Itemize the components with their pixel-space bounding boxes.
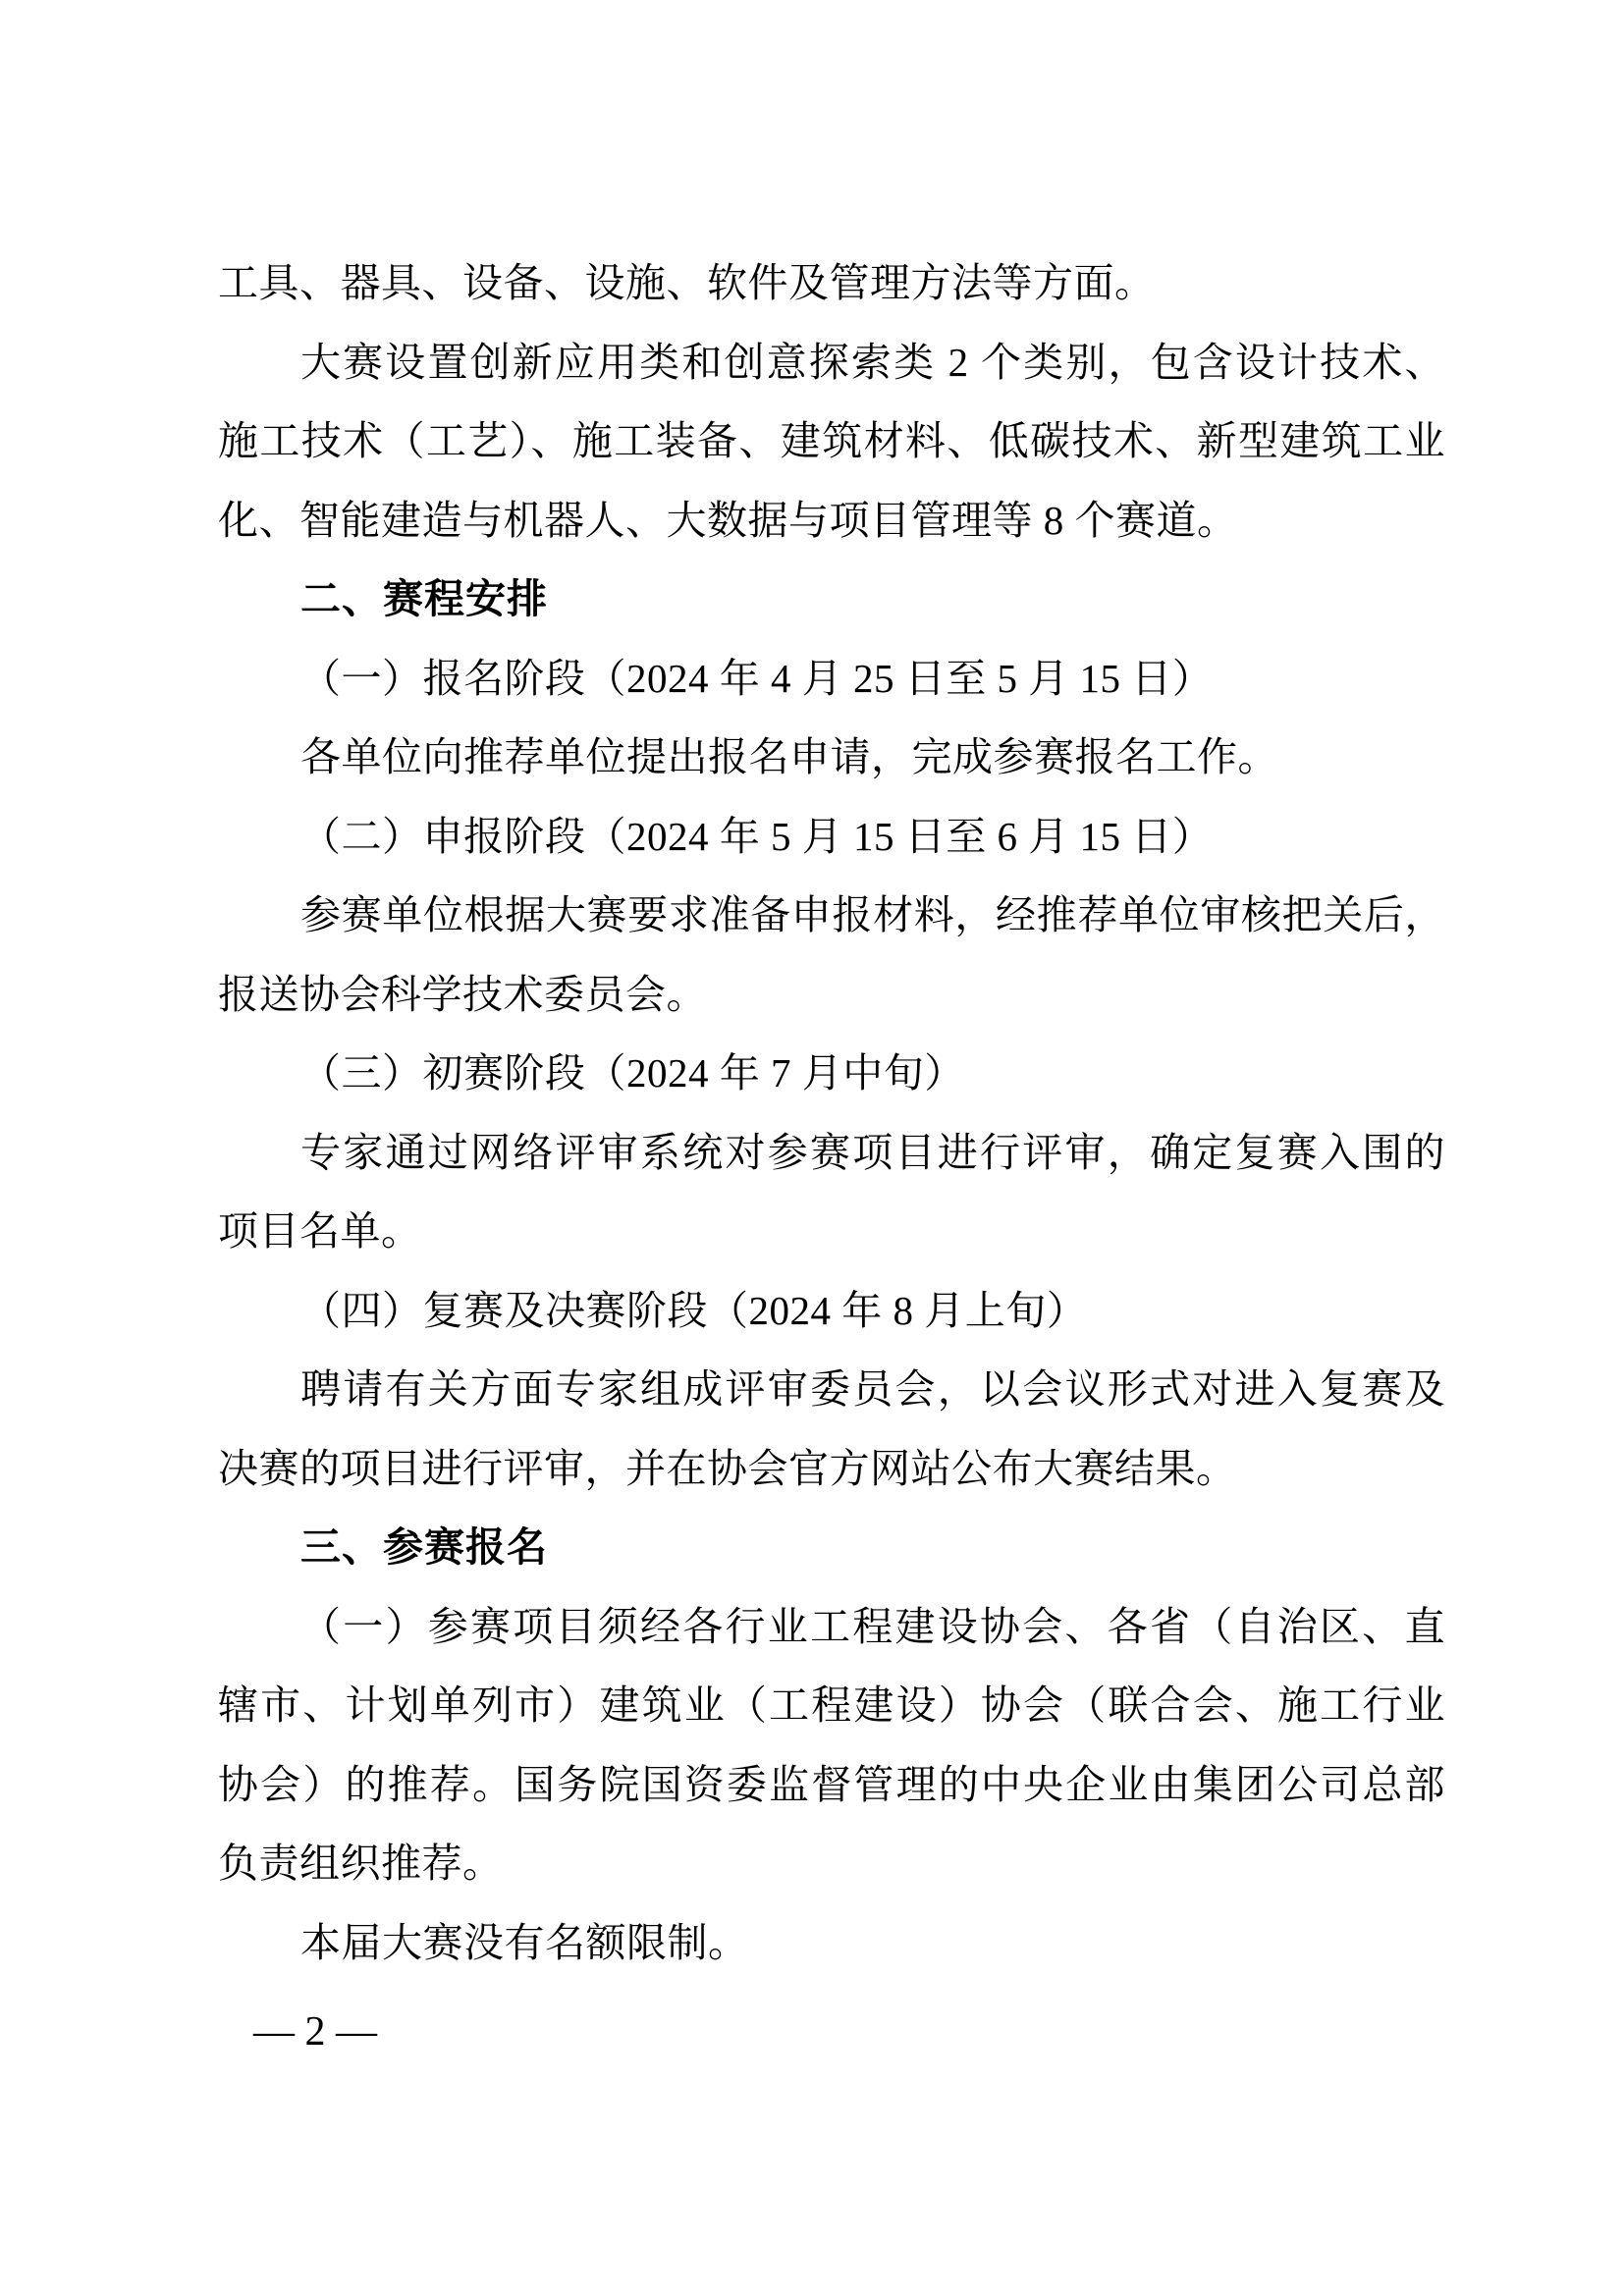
section-heading: 二、赛程安排 (300, 576, 548, 621)
text-line: 本届大赛没有名额限制。 (300, 1919, 749, 1965)
text-line: 聘请有关方面专家组成评审委员会，以会议形式对进入复赛及 (300, 1366, 1445, 1412)
section-heading: 三、参赛报名 (300, 1524, 548, 1570)
text-line: 辖市、计划单列市）建筑业（工程建设）协会（联合会、施工行业 (218, 1682, 1445, 1728)
page-number: — 2 — (253, 2009, 377, 2055)
text-line: （二）申报阶段（2024 年 5 月 15 日至 6 月 15 日） (300, 813, 1214, 859)
text-line: 负责组织推荐。 (218, 1841, 504, 1886)
text-line: 施工技术（工艺）、施工装备、建筑材料、低碳技术、新型建筑工业 (218, 418, 1445, 463)
text-line: 大赛设置创新应用类和创意探索类 2 个类别，包含设计技术、 (300, 339, 1445, 385)
text-line: 报送协会科学技术委员会。 (218, 971, 707, 1017)
text-line: （四）复赛及决赛阶段（2024 年 8 月上旬） (300, 1287, 1088, 1333)
text-line: （一）参赛项目须经各行业工程建设协会、各省（自治区、直 (300, 1603, 1445, 1649)
text-line: 工具、器具、设备、设施、软件及管理方法等方面。 (218, 260, 1156, 305)
text-line: 协会）的推荐。国务院国资委监督管理的中央企业由集团公司总部 (218, 1761, 1445, 1807)
text-line: 决赛的项目进行评审，并在协会官方网站公布大赛结果。 (218, 1445, 1237, 1491)
page-body (218, 243, 1445, 1982)
text-line: 化、智能建造与机器人、大数据与项目管理等 8 个赛道。 (218, 497, 1238, 543)
text-line: （一）报名阶段（2024 年 4 月 25 日至 5 月 15 日） (300, 655, 1214, 701)
text-line: 各单位向推荐单位提出报名申请，完成参赛报名工作。 (300, 734, 1278, 779)
text-line: （三）初赛阶段（2024 年 7 月中旬） (300, 1050, 965, 1095)
text-line: 参赛单位根据大赛要求准备申报材料，经推荐单位审核把关后， (300, 892, 1445, 937)
text-line: 项目名单。 (218, 1208, 422, 1254)
text-line: 专家通过网络评审系统对参赛项目进行评审，确定复赛入围的 (300, 1129, 1445, 1175)
